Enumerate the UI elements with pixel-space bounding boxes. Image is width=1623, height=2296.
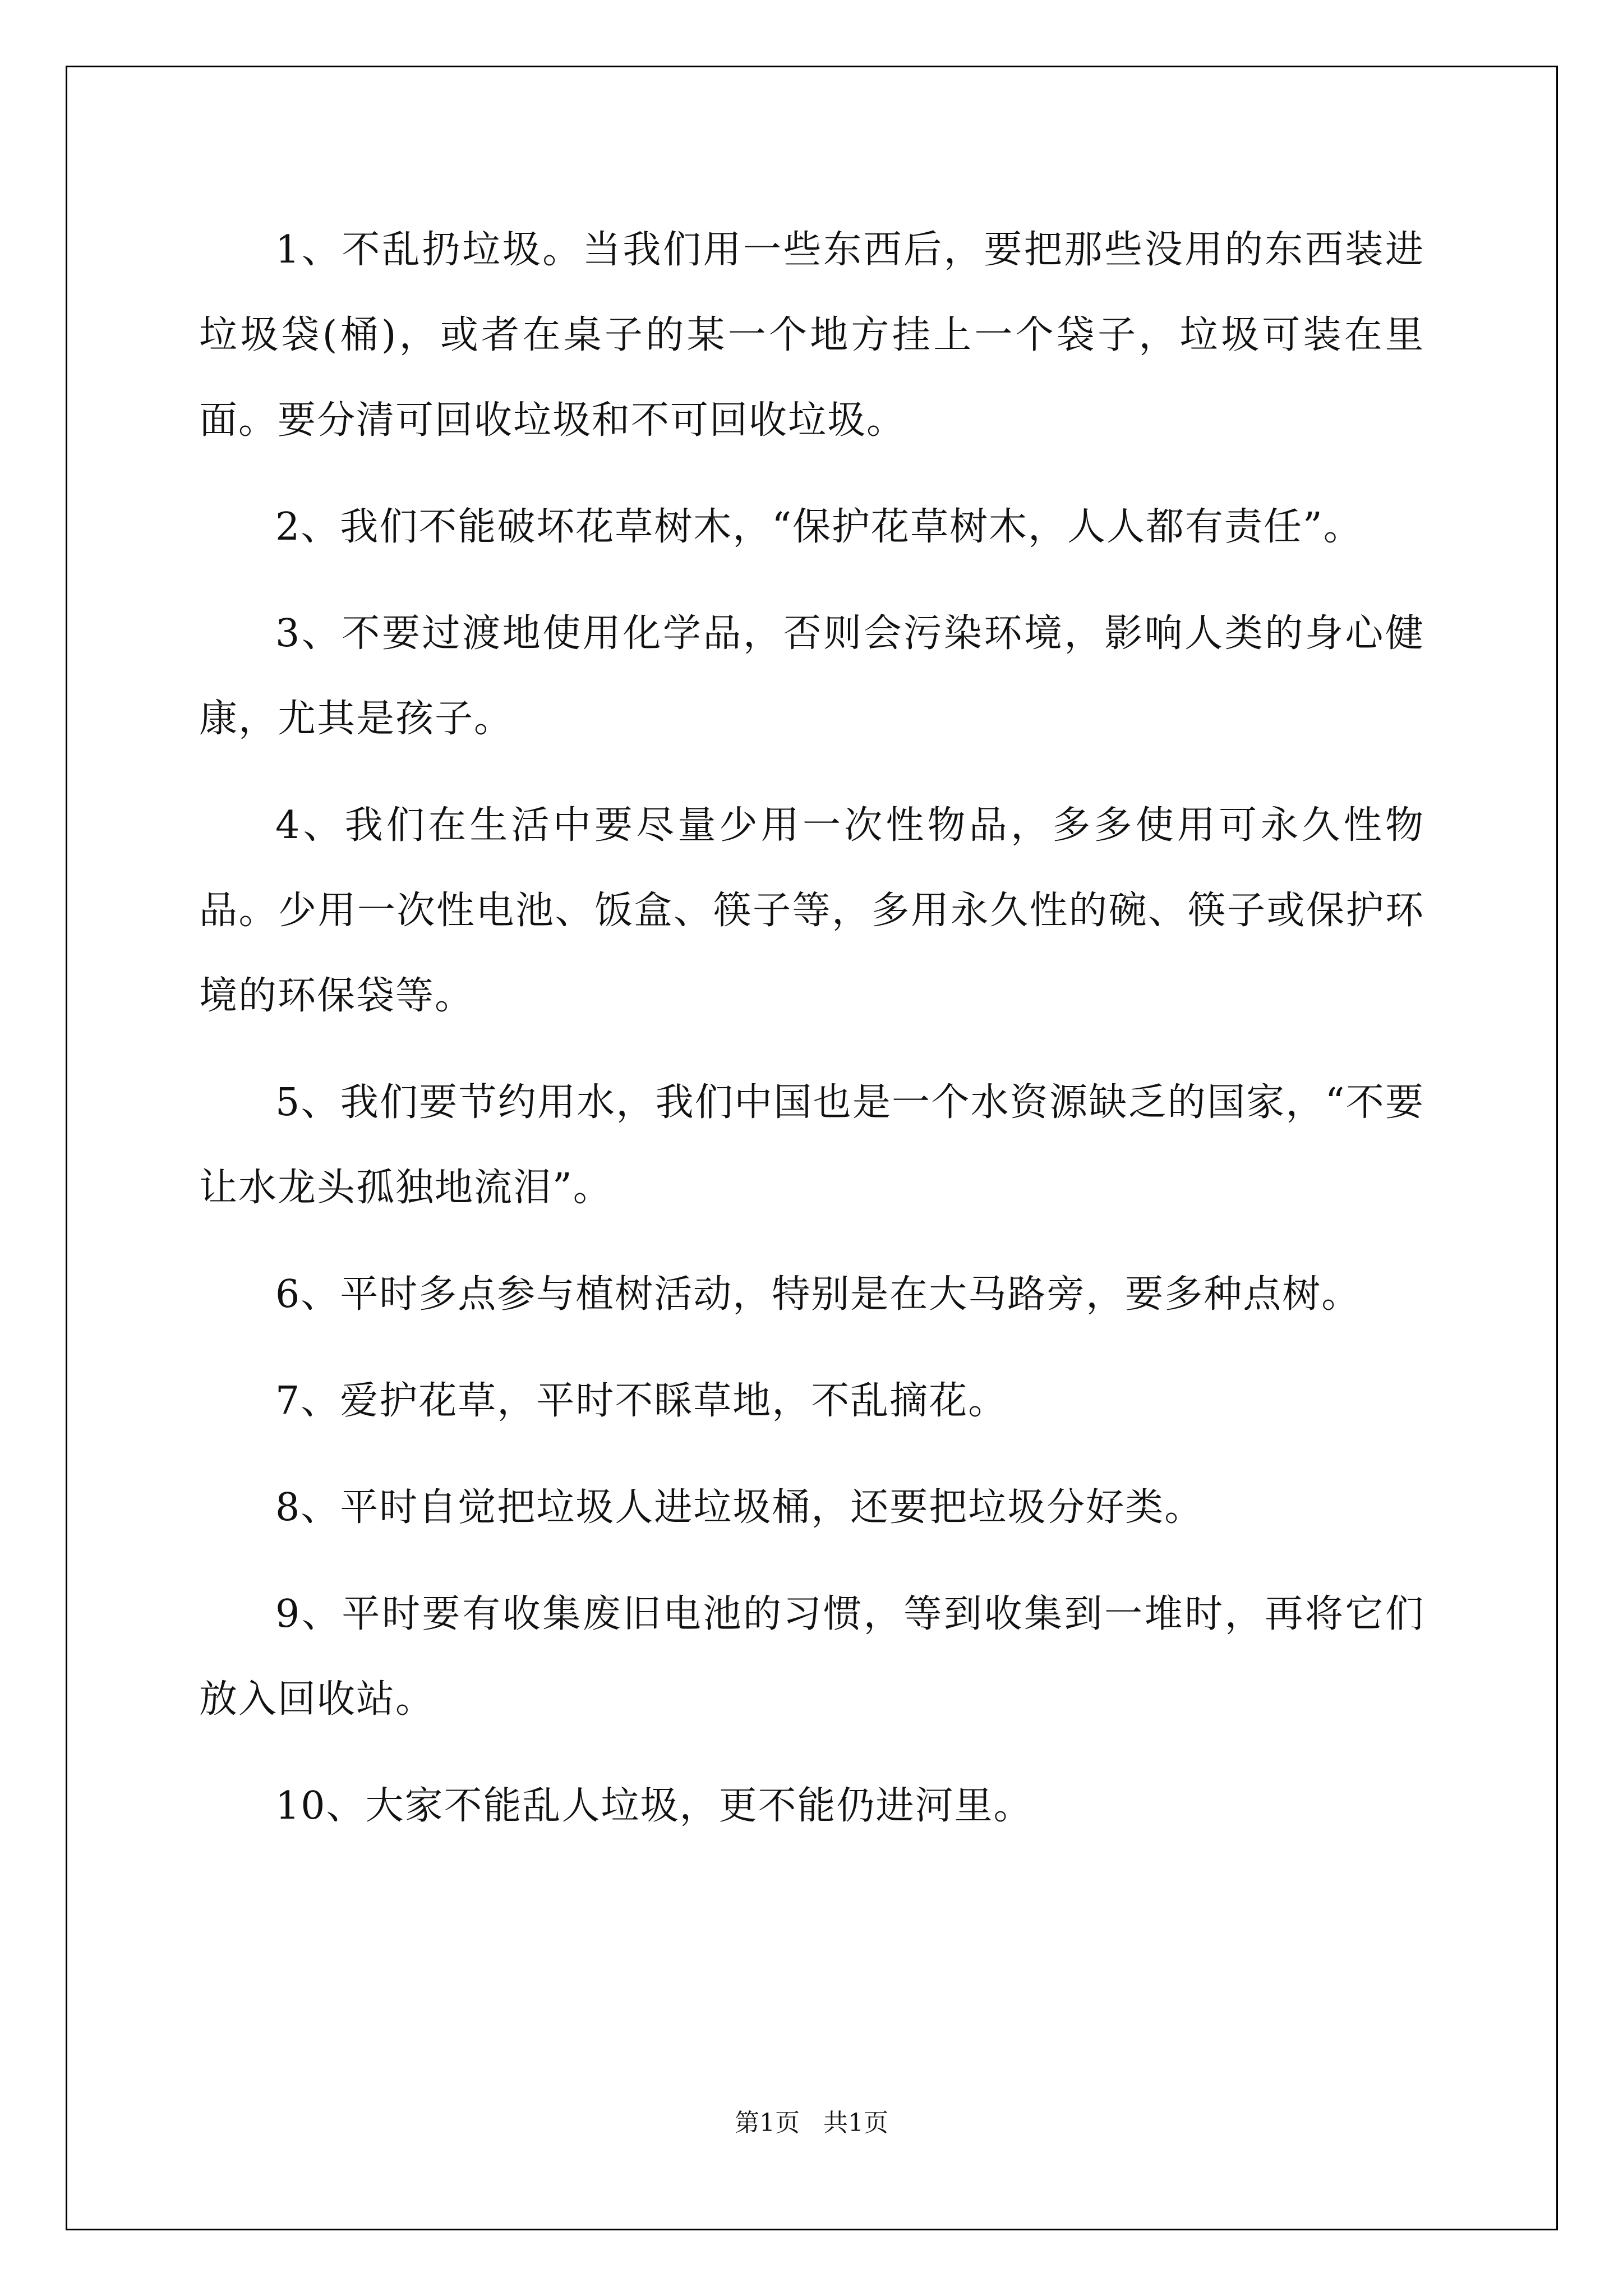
page-footer	[0, 2106, 1623, 2140]
paragraph-6: 6、平时多点参与植树活动，特别是在大马路旁，要多种点树。	[275, 1272, 1361, 1317]
paragraph-7: 7、爱护花草，平时不睬草地，不乱摘花。	[275, 1379, 1008, 1423]
paragraph-4: 4、我们在生活中要尽量少用一次性物品，多多使用可永久性物品。少用一次性电池、饭盒、筷子等，多用永久性的碗、筷子或保护环境的环保袋等。	[199, 803, 1424, 1018]
paragraph-8: 8、平时自觉把垃圾人进垃圾桶，还要把垃圾分好类。	[275, 1485, 1204, 1530]
paragraph-10: 10、大家不能乱人垃圾，更不能仍进河里。	[275, 1784, 1033, 1828]
footer-gap	[800, 2109, 823, 2137]
paragraph-5: 5、我们要节约用水，我们中国也是一个水资源缺乏的国家，“不要让水龙头孤独地流泪”。	[199, 1080, 1424, 1210]
paragraph-1: 1、不乱扔垃圾。当我们用一些东西后，要把那些没用的东西装进垃圾袋(桶)，或者在桌子的某一个地方挂上一个袋子，垃圾可装在里面。要分清可回收垃圾和不可回收垃圾。	[199, 228, 1424, 443]
paragraph-2: 2、我们不能破坏花草树木，“保护花草树木，人人都有责任”。	[275, 505, 1363, 549]
paragraph-9: 9、平时要有收集废旧电池的习惯，等到收集到一堆时，再将它们放入回收站。	[199, 1592, 1424, 1722]
paragraph-3: 3、不要过渡地使用化学品，否则会污染环境，影响人类的身心健康，尤其是孩子。	[199, 611, 1424, 741]
page-number-current: 第1页	[735, 2109, 800, 2137]
document-body	[199, 208, 1424, 1870]
page-number-total: 共1页	[823, 2109, 888, 2137]
